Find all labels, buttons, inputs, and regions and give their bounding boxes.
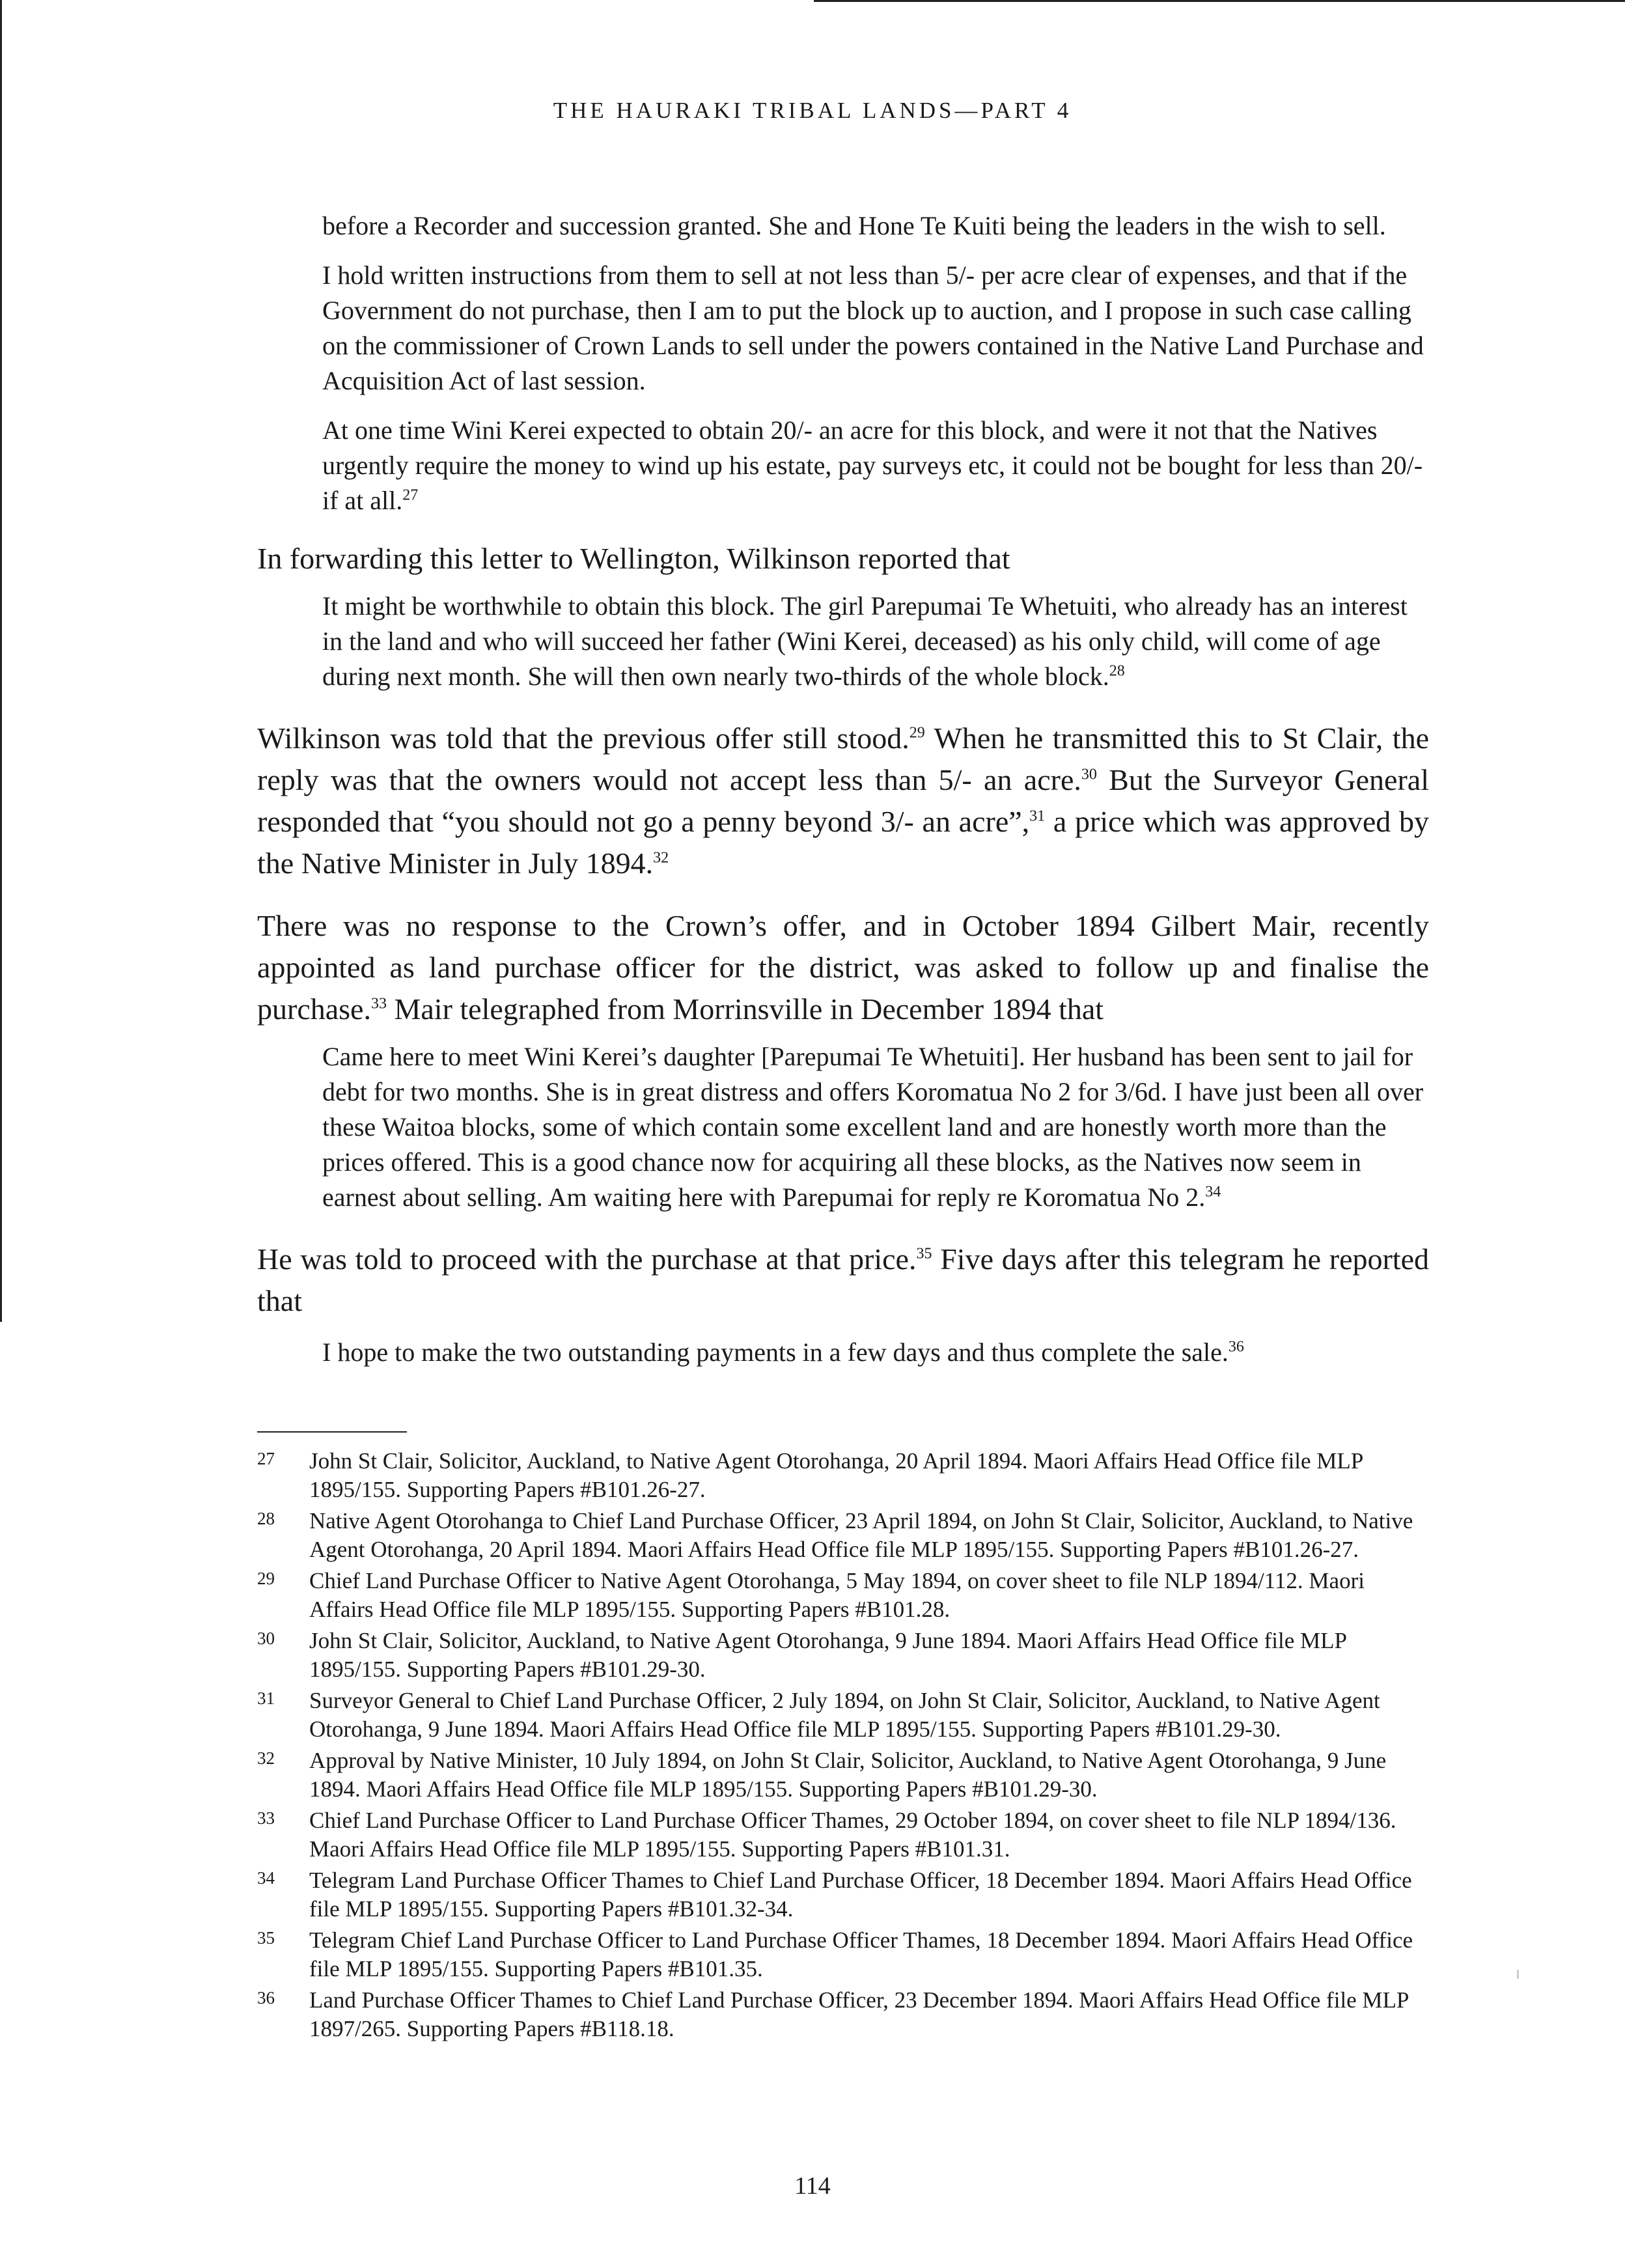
footnote-ref: 27 [402, 486, 419, 504]
footnote-text: Chief Land Purchase Officer to Land Purchase Officer Thames, 29 October 1894, on cover sheet to file NLP 1894/136. Maori Affairs Head Office file MLP 1895/155. Supporting Papers #B101.31. [309, 1808, 1396, 1862]
footnote-text: Chief Land Purchase Officer to Native Agent Otorohanga, 5 May 1894, on cover sheet to file NLP 1894/112. Maori Affairs Head Office file MLP 1895/155. Supporting Papers #B101.28. [309, 1568, 1365, 1622]
quote-text: Came here to meet Wini Kerei’s daughter [Parepumai Te Whetuiti]. Her husband has been sent to jail for debt for two months. She is in great distress and offers Koromatua No 2 for 3/6d. I have just been all over these Waitoa blocks, some of which contain some excellent land and are honestly worth more than the prices offered. This is a good chance now for acquiring all these blocks, as the Natives now seem in earnest about selling. Am waiting here with Parepumai for reply re Koromatua No 2. [322, 1042, 1424, 1212]
footnote-text: Approval by Native Minister, 10 July 1894, on John St Clair, Solicitor, Auckland, to Native Agent Otorohanga, 9 June 1894. Maori Affairs Head Office file MLP 1895/155. Supporting Papers #B101.29-30. [309, 1748, 1387, 1802]
footnote-ref: 36 [1228, 1338, 1244, 1356]
body-text: Five days after this telegram he reported that [257, 1242, 1430, 1317]
body-paragraph: In forwarding this letter to Wellington, Wilkinson reported that [257, 542, 1010, 575]
footnote-divider [257, 1431, 407, 1433]
body-text: Mair telegraphed from Morrinsville in December 1894 that [386, 992, 1104, 1026]
quote-text: At one time Wini Kerei expected to obtain 20/- an acre for this block, and were it not that the Natives urgently require the money to wind up his estate, pay surveys etc, it could not be bought for less than 20/- if at all. [322, 415, 1423, 515]
block-quote-2 [322, 589, 1429, 694]
body-text: When he transmitted this to St Clair, the reply was that the owners would not accept less than 5/- an acre. [257, 721, 1429, 796]
quote-text: It might be worthwhile to obtain this block. The girl Parepumai Te Whetuiti, who already has an interest in the land and who will succeed her father (Wini Kerei, deceased) as his only child, will come of age during next month. She will then own nearly two-thirds of the whole block. [322, 591, 1408, 691]
quote-text: I hope to make the two outstanding payments in a few days and thus complete the sale. [322, 1337, 1229, 1367]
body-text: There was no response to the Crown’s offer, and in October 1894 Gilbert Mair, recently appointed as land purchase officer for the district, was asked to follow up and finalise the purchase. [257, 909, 1429, 1026]
main-content [257, 208, 1429, 1370]
footnote-text: John St Clair, Solicitor, Auckland, to Native Agent Otorohanga, 20 April 1894. Maori Affairs Head Office file MLP 1895/155. Supporting Papers #B101.26-27. [309, 1448, 1363, 1502]
footnote-ref: 35 [916, 1245, 932, 1263]
block-quote-1 [322, 208, 1429, 518]
footnote-number: 30 [257, 1629, 275, 1648]
footnote [257, 1567, 1429, 1624]
body-paragraph [257, 1239, 1429, 1322]
footnote-number: 34 [257, 1868, 275, 1888]
footnotes [257, 1447, 1429, 2046]
footnote-ref: 32 [653, 849, 669, 867]
footnote [257, 1687, 1429, 1744]
footnote-number: 31 [257, 1688, 275, 1708]
footnote [257, 1746, 1429, 1804]
footnote-number: 33 [257, 1808, 275, 1828]
footnote-text: Telegram Land Purchase Officer Thames to Chief Land Purchase Officer, 18 December 1894. Maori Affairs Head Office file MLP 1895/155. Supporting Papers #B101.32-34. [309, 1868, 1412, 1922]
footnote-text: John St Clair, Solicitor, Auckland, to Native Agent Otorohanga, 9 June 1894. Maori Affairs Head Office file MLP 1895/155. Supporting Papers #B101.29-30. [309, 1628, 1346, 1682]
quote-paragraph [322, 1039, 1429, 1215]
body-text: a price which was approved by the Native Minister in July 1894. [257, 805, 1429, 880]
block-quote-3 [322, 1039, 1429, 1215]
footnote [257, 1926, 1429, 1983]
body-paragraph [257, 905, 1429, 1030]
page-edge-left [0, 0, 2, 1322]
footnote-text: Native Agent Otorohanga to Chief Land Purchase Officer, 23 April 1894, on John St Clair, Solicitor, Auckland, to Native Agent Otorohanga, 20 April 1894. Maori Affairs Head Office file MLP 1895/155. Supporting Papers #B101.26-27. [309, 1508, 1413, 1562]
page-number: 114 [794, 2172, 831, 2200]
footnote-text: Land Purchase Officer Thames to Chief Land Purchase Officer, 23 December 1894. Maori Affairs Head Office file MLP 1897/265. Supporting Papers #B118.18. [309, 1987, 1409, 2041]
footnote-ref: 28 [1109, 662, 1125, 680]
block-quote-4 [322, 1335, 1429, 1370]
footnote-text: Surveyor General to Chief Land Purchase Officer, 2 July 1894, on John St Clair, Solicitor, Auckland, to Native Agent Otorohanga, 9 June 1894. Maori Affairs Head Office file MLP 1895/155. Supporting Papers #B101.29-30. [309, 1688, 1380, 1742]
footnote [257, 1806, 1429, 1864]
footnote-number: 29 [257, 1569, 275, 1588]
quote-paragraph [322, 1335, 1429, 1370]
footnote [257, 1986, 1429, 2043]
footnote-ref: 34 [1205, 1183, 1221, 1201]
footnote-ref: 33 [370, 995, 387, 1013]
footnote-number: 36 [257, 1988, 275, 2008]
quote-paragraph: I hold written instructions from them to sell at not less than 5/- per acre clear of expenses, and that if the Government do not purchase, then I am to put the block up to auction, and I propose in such case calling on the commissioner of Crown Lands to sell under the powers contained in the Native Land Purchase and Acquisition Act of last session. [322, 260, 1424, 395]
scan-speck [1517, 1970, 1519, 1979]
footnote-number: 35 [257, 1928, 275, 1948]
footnote [257, 1447, 1429, 1504]
body-text: But the Surveyor General responded that “you should not go a penny beyond 3/- an acre”, [257, 763, 1429, 838]
quote-paragraph [322, 589, 1429, 694]
quote-paragraph [322, 413, 1429, 518]
page-edge-top [814, 0, 1625, 2]
body-text: Wilkinson was told that the previous offer still stood. [257, 721, 910, 755]
footnote [257, 1507, 1429, 1564]
footnote [257, 1627, 1429, 1684]
quote-paragraph: before a Recorder and succession granted. She and Hone Te Kuiti being the leaders in the wish to sell. [322, 211, 1386, 240]
footnote-number: 27 [257, 1449, 275, 1468]
footnote-ref: 29 [909, 724, 925, 742]
footnote [257, 1866, 1429, 1924]
footnote-number: 28 [257, 1509, 275, 1528]
footnote-ref: 31 [1029, 807, 1046, 825]
footnote-number: 32 [257, 1748, 275, 1768]
footnote-ref: 30 [1081, 766, 1097, 783]
body-paragraph [257, 718, 1429, 884]
body-text: He was told to proceed with the purchase at that price. [257, 1242, 917, 1276]
running-header: THE HAURAKI TRIBAL LANDS—PART 4 [553, 98, 1072, 123]
footnote-text: Telegram Chief Land Purchase Officer to Land Purchase Officer Thames, 18 December 1894. Maori Affairs Head Office file MLP 1895/155. Supporting Papers #B101.35. [309, 1927, 1413, 1981]
